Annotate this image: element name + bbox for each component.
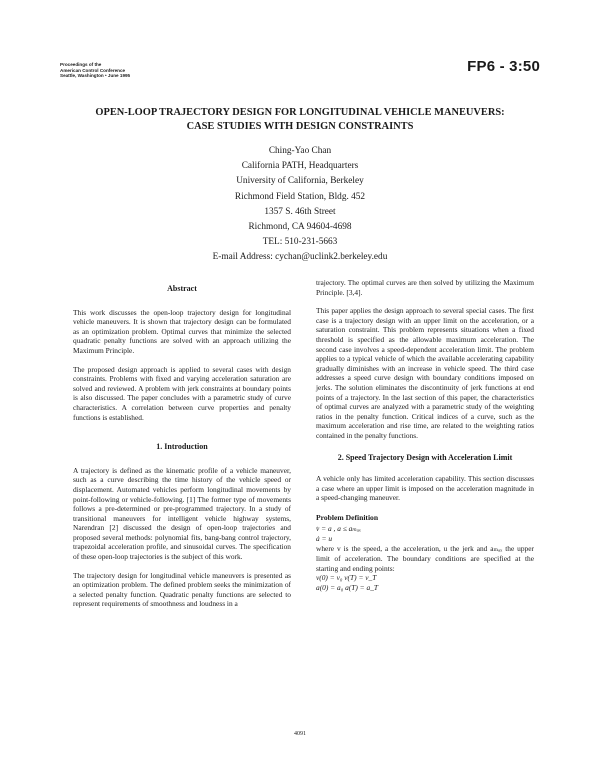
body-paragraph: where v is the speed, a the acceleration, u the jerk and aₘₐₓ the upper limit of acceleration. The boundary conditions are specified at the starting and ending points:: [316, 544, 534, 573]
author-name: Ching-Yao Chan: [268, 146, 332, 156]
equation: ȧ = u: [316, 534, 333, 544]
author-block: [120, 144, 480, 266]
body-paragraph: trajectory. The optimal curves are then solved by utilizing the Maximum Principle. [3,4].: [316, 278, 534, 297]
section2-heading: 2. Speed Trajectory Design with Acceleration Limit: [337, 452, 513, 462]
author-affiliation: University of California, Berkeley: [236, 176, 364, 187]
intro-paragraph: A trajectory is defined as the kinematic profile of a vehicle maneuver, such as a curve describing the time history of the vehicle speed or displacement. Automated vehicles perform longitudinal movements by point-following or vehicle-following. [1] The former type of movements follows a pre-determined or pre-programmed trajectory. In a study of transitional maneuvers for intelligent vehicle highway systems, Narendran [2] discussed the design of open-loop trajectories and proposed several methods: polynomial fits, bang-bang control trajectory, trapezoidal acceleration profile, and sinusoidal curves. The specification of these open-loop trajectories is the subject of this work.: [73, 465, 291, 562]
abstract-heading: Abstract: [167, 284, 197, 293]
proceedings-header: [60, 62, 130, 79]
title-line: CASE STUDIES WITH DESIGN CONSTRAINTS: [186, 121, 414, 132]
paper-title: [50, 106, 550, 134]
author-address: Richmond Field Station, Bldg. 452: [234, 191, 366, 202]
author-address: Richmond, CA 94604-4698: [248, 222, 352, 233]
intro-paragraph: The trajectory design for longitudinal vehicle maneuvers is presented as an optimization problem. The defined problem seeks the minimization of a selected penalty function. Quadratic penalty functions are selected to represent requirements of smoothness and loudness in a: [73, 570, 291, 609]
author-address: 1357 S. 46th Street: [264, 206, 336, 217]
intro-heading: 1. Introduction: [156, 442, 208, 452]
equation: a(0) = a₀ a(T) = a_T: [316, 583, 379, 593]
equation: v(0) = v₀ v(T) = v_T: [316, 573, 377, 583]
title-line: OPEN-LOOP TRAJECTORY DESIGN FOR LONGITUDINAL VEHICLE MANEUVERS:: [95, 107, 505, 118]
abstract-paragraph: The proposed design approach is applied to several cases with design constraints. Problems with fixed and varying acceleration saturation are solved and reviewed. A problem with jerk constraints at boundary points is also discussed. The paper concludes with a parametric study of curve characteristics. A correlation between curve properties and penalty functions is established.: [73, 364, 291, 422]
equation: v̇ = a , a ≤ aₘₐₓ: [316, 524, 362, 534]
abstract-paragraph: This work discusses the open-loop trajectory design for longitudinal vehicle maneuvers. It is shown that trajectory design can be formulated as an optimization problem. Optimal curves that minimize the selected quadratic penalty functions are solved with an approach utilizing the Maximum Principle.: [73, 307, 291, 355]
paper-code: FP6 - 3:50: [467, 58, 540, 75]
author-affiliation: California PATH, Headquarters: [241, 161, 359, 172]
problem-heading: Problem Definition: [316, 512, 379, 522]
left-column: [73, 278, 291, 618]
proceedings-line: American Control Conference: [60, 67, 126, 73]
proceedings-line: Proceedings of the: [60, 62, 102, 67]
right-column: [316, 278, 534, 593]
body-paragraph: This paper applies the design approach to several special cases. The first case is a trajectory design with an upper limit on the acceleration, or a saturation constraint. This problem represents situations when a fixed threshold is specified as the allowable maximum acceleration. The second case involves a speed-dependent acceleration limit. The problem applies to a typical vehicle of which the available accelerating capability gradually diminishes with an increase in vehicle speed. The third case addresses a speed curve design with boundary conditions imposed on jerks. The solution eliminates the discontinuity of jerk functions at end points of a trajectory. In the last section of this paper, the characteristics of optimal curves are analyzed with a parametric study of the weighting ratios in the penalty function. Critical indices of a curve, such as the maximum acceleration and rise time, are related to the weighting ratios contained in the penalty functions.: [316, 306, 534, 440]
author-phone: TEL: 510-231-5663: [262, 237, 338, 248]
body-paragraph: A vehicle only has limited acceleration capability. This section discusses a case where an upper limit is imposed on the acceleration magnitude in a speed-changing maneuver.: [316, 474, 534, 503]
author-email: E-mail Address: cychan@uclink2.berkeley.edu: [212, 252, 388, 263]
page-number: 4091: [294, 731, 306, 737]
proceedings-line: Seattle, Washington • June 1995: [60, 73, 131, 79]
